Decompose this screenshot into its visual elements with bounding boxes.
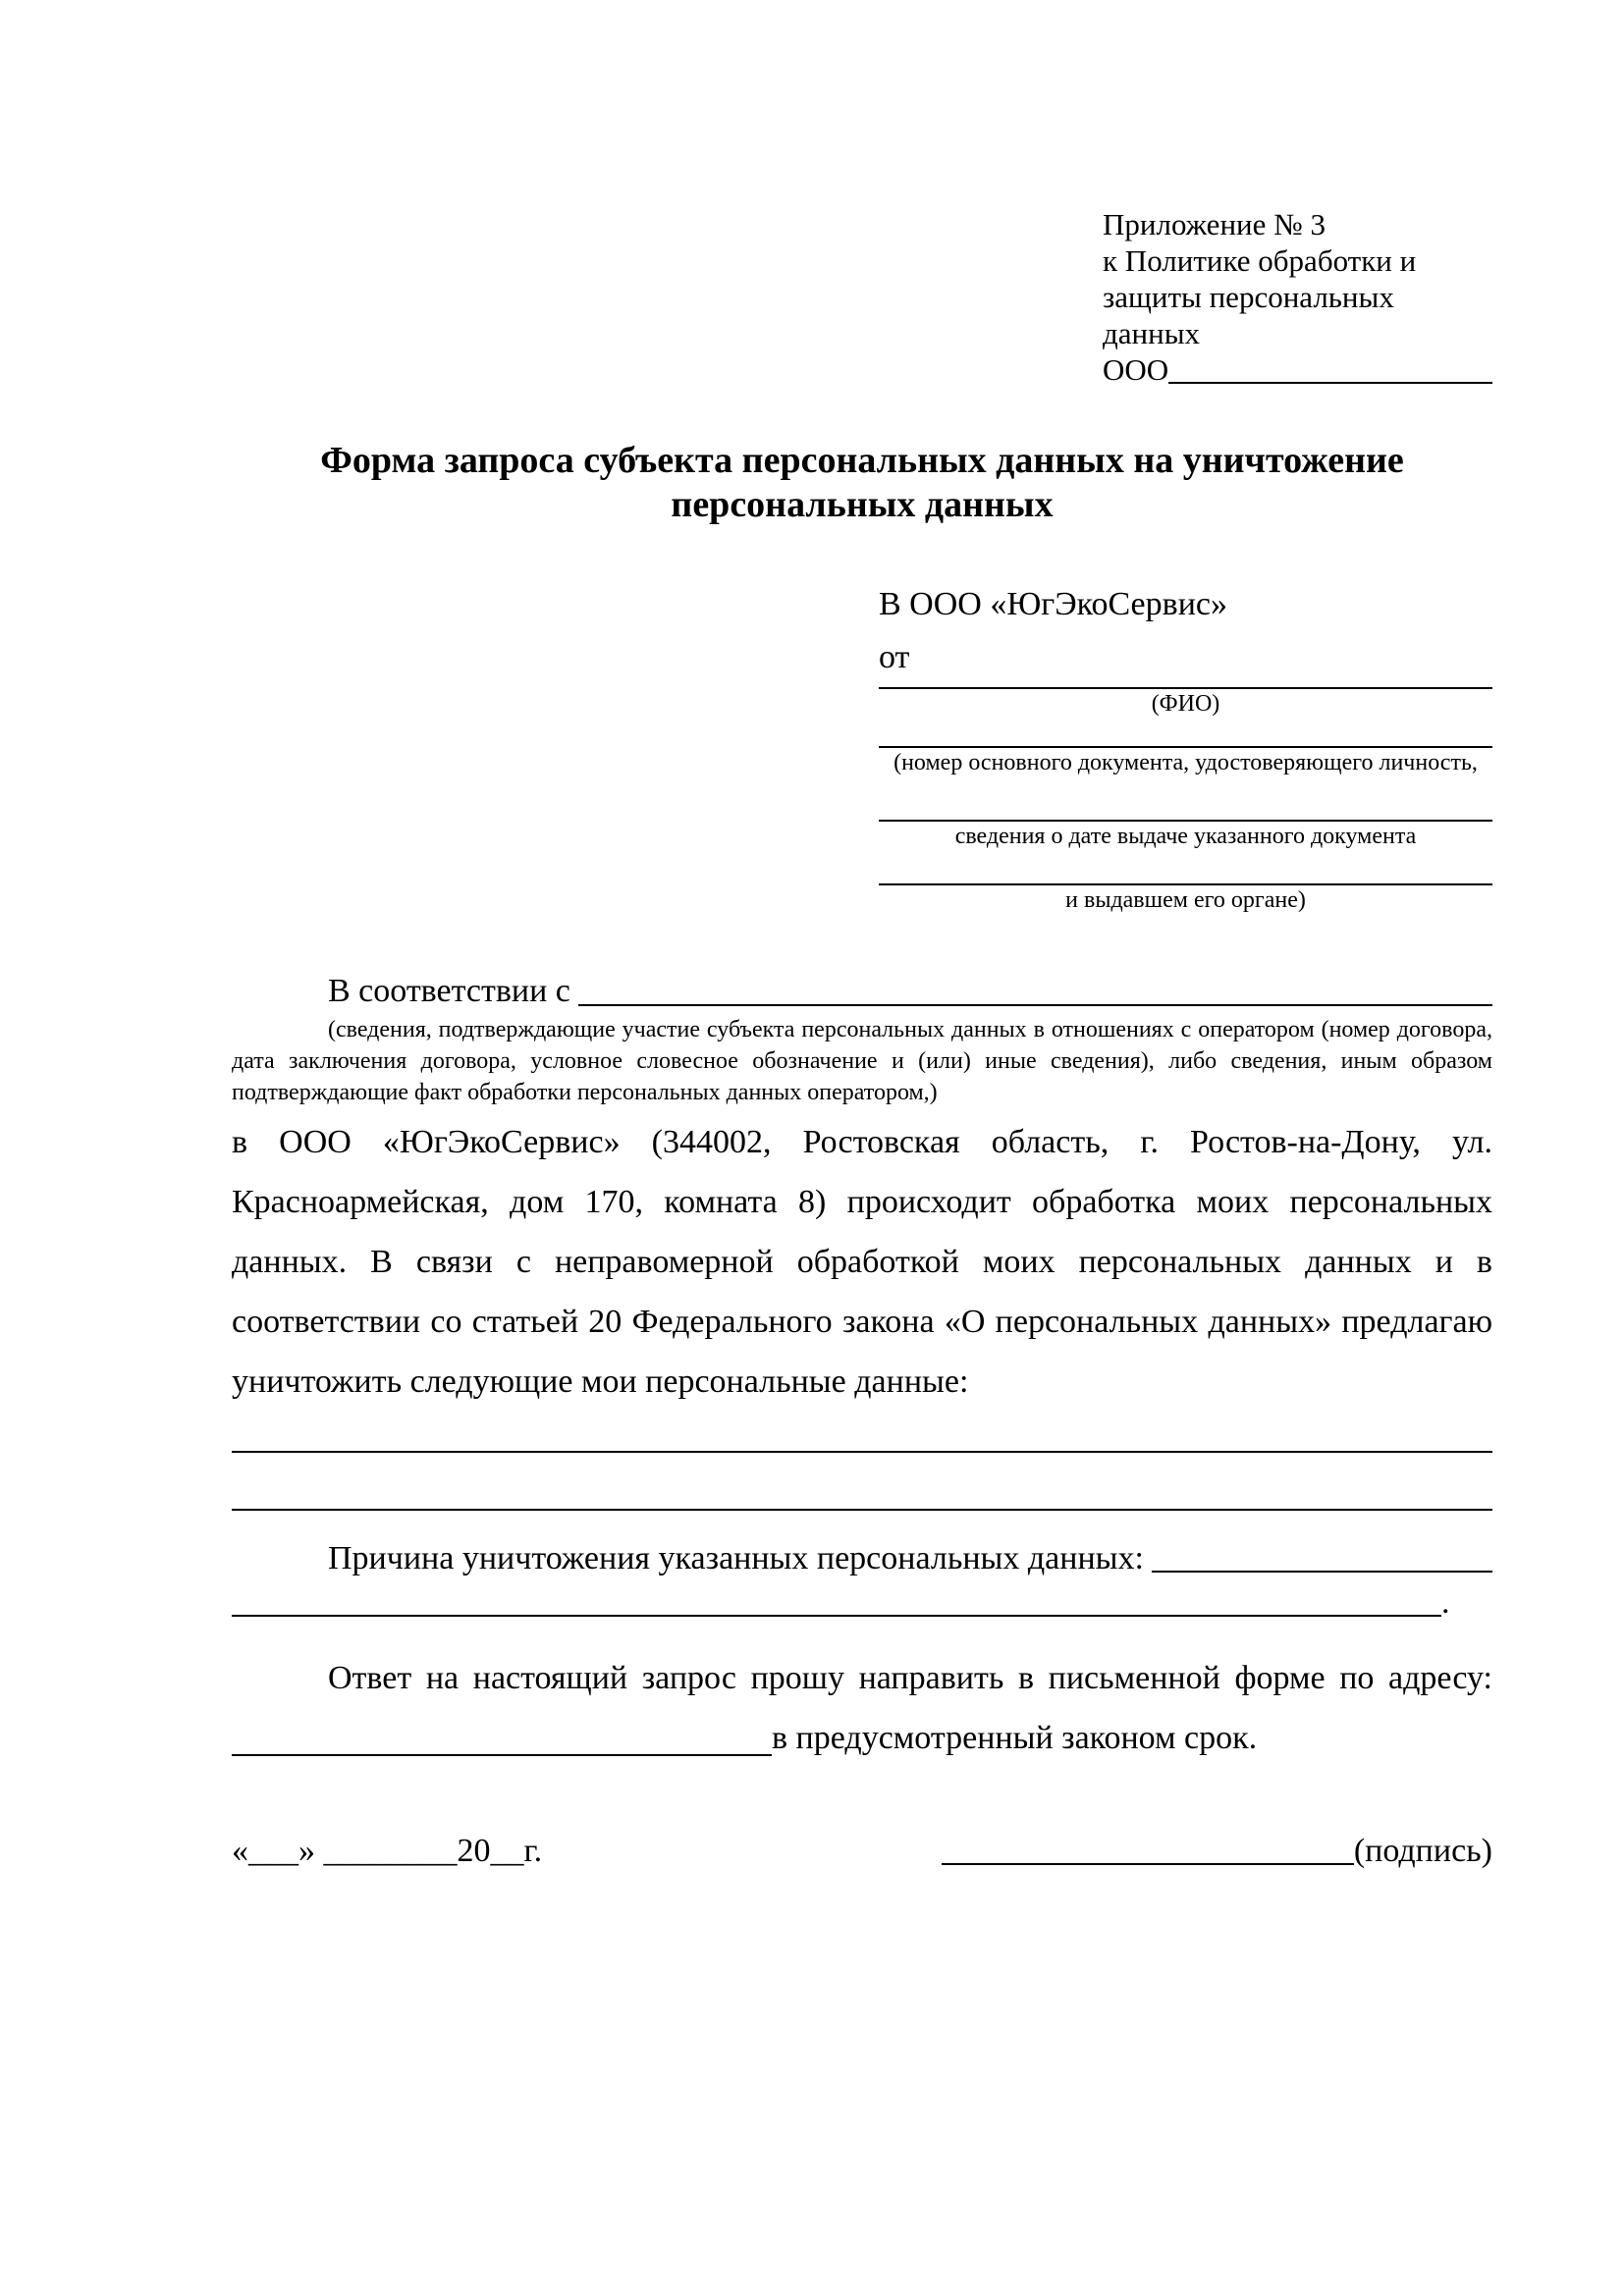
reason-continuation-blank-line	[232, 1580, 1441, 1617]
document-title: Форма запроса субъекта персональных данных на уничтожение персональных данных	[320, 440, 1404, 525]
personal-data-blank-line-1	[232, 1412, 1492, 1453]
issue-date-caption: сведения о дате выдаче указанного документа	[954, 824, 1417, 849]
reason-line	[232, 1536, 1492, 1580]
footer-row	[232, 1829, 1492, 1873]
main-paragraph: в ООО «ЮгЭкоСервис» (344002, Ростовская область, г. Ростов-на-Дону, ул. Красноармейская, дом 170, комната 8) происходит обработка моих персональных данных. В связи с неправомерной обработкой моих персональных данных и в соответствии со статьей 20 Федерального закона «О персональных данных» предлагаю уничтожить следующие мои персональные данные:	[232, 1124, 1492, 1400]
line-period: .	[1441, 1584, 1450, 1621]
date-line: «___» ________20__г.	[232, 1833, 543, 1869]
document-number-blank-line	[879, 719, 1492, 748]
address-line	[232, 1708, 1492, 1768]
reason-label: Причина уничтожения указанных персональных данных:	[328, 1540, 1153, 1576]
accordance-line	[232, 971, 1492, 1012]
policy-line-1: к Политике обработки и	[1103, 243, 1417, 278]
ooo-line	[1103, 351, 1492, 388]
accordance-blank-line	[578, 971, 1492, 1006]
appendix-line: Приложение № 3	[1103, 207, 1326, 241]
document-number-caption: (номер основного документа, удостоверяющего личность,	[893, 750, 1478, 775]
recipient-to: В ООО «ЮгЭкоСервис»	[879, 586, 1227, 622]
signature-blank-line	[942, 1863, 1354, 1865]
recipient-block	[879, 583, 1492, 915]
signature-caption: (подпись)	[1353, 1833, 1492, 1869]
ooo-blank-line	[1168, 351, 1492, 384]
reason-blank-line	[1152, 1536, 1492, 1573]
ooo-label: ООО	[1103, 352, 1169, 387]
issuing-authority-caption: и выдавшем его органе)	[1065, 887, 1306, 913]
fio-caption: (ФИО)	[1151, 691, 1220, 717]
reason-continuation-line	[232, 1580, 1492, 1625]
issue-date-blank-line	[879, 777, 1492, 822]
address-blank-line	[232, 1708, 772, 1756]
personal-data-blank-line-2	[232, 1453, 1492, 1511]
policy-line-2: защиты персональных данных	[1103, 280, 1394, 350]
recipient-from-label: от	[879, 639, 910, 675]
appendix-header-block	[1103, 206, 1492, 388]
fio-blank-line	[879, 679, 1492, 689]
address-tail: в предусмотренный законом срок.	[772, 1720, 1258, 1756]
accordance-label: В соответствии с	[328, 973, 579, 1009]
signature-line	[942, 1829, 1492, 1873]
response-paragraph: Ответ на настоящий запрос прошу направить в письменной форме по адресу:	[328, 1660, 1492, 1696]
issuing-authority-blank-line	[879, 851, 1492, 885]
fine-print: (сведения, подтверждающие участие субъекта персональных данных в отношениях с оператором (номер договора, дата заключения договора, условное словесное обозначение и (или) иные сведения), либо сведения, иным образом подтверждающие факт обработки персональных данных оператором,)	[232, 1017, 1492, 1105]
